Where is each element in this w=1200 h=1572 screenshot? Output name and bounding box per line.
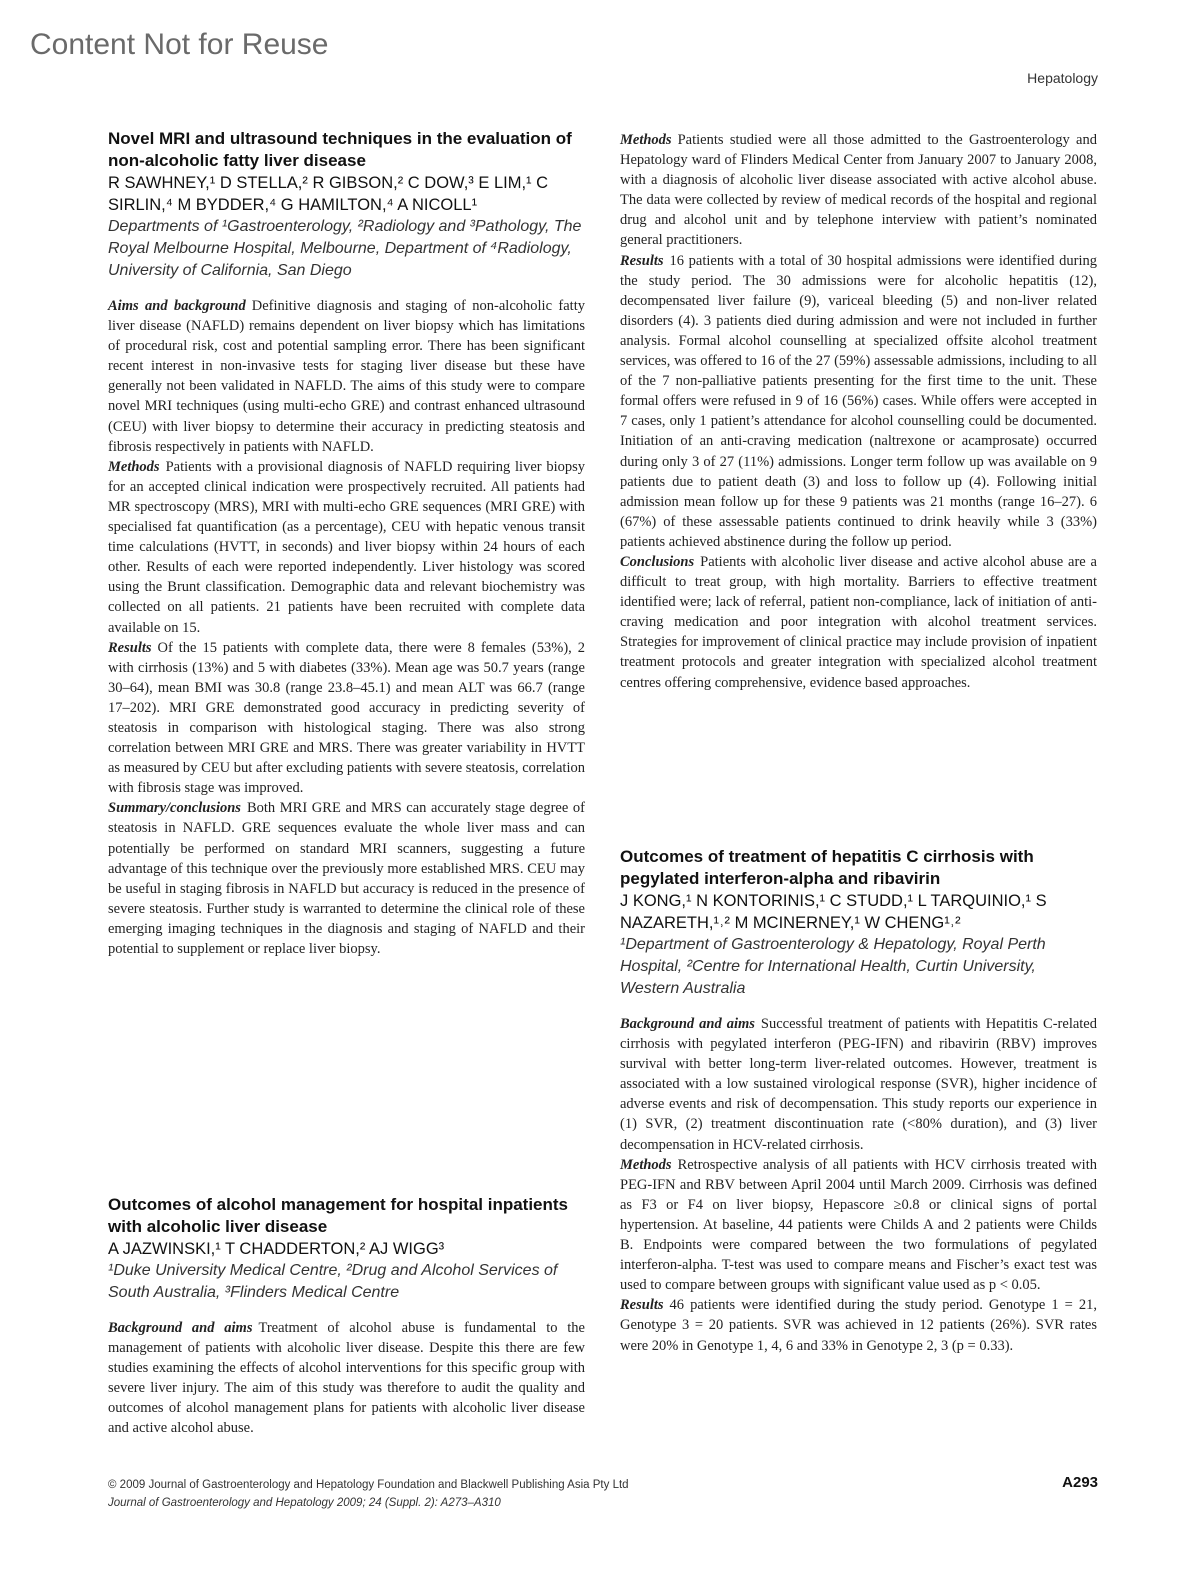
copyright-notice: © 2009 Journal of Gastroenterology and Hepatology Foundation and Blackwell Publishing Asia Pty Ltd — [108, 1479, 629, 1491]
article-title: Outcomes of alcohol management for hospital inpatients with alcoholic liver disease — [108, 1195, 569, 1236]
article-authors: J KONG,¹ N KONTORINIS,¹ C STUDD,¹ L TARQUINIO,¹ S NAZARETH,¹˒² M MCINERNEY,¹ W CHENG¹˒² — [620, 892, 1047, 932]
journal-citation: Journal of Gastroenterology and Hepatology 2009; 24 (Suppl. 2): A273–A310 — [108, 1497, 501, 1509]
abstract-paragraph — [108, 296, 585, 457]
abstract-body — [108, 296, 585, 959]
abstract-paragraph — [108, 638, 585, 799]
abstract-paragraph — [620, 1014, 1097, 1155]
section-text: Patients with a provisional diagnosis of NAFLD requiring liver biopsy for an accepted clinical indication were prospectively recruited. All patients had MR spectroscopy (MRS), MRI with multi-echo GRE sequences (MRI GRE) with specialised fat quantification (as a percentage), CEU with hepatic venous transit time calculations (HVTT, in seconds) and liver biopsy within 24 hours of each other. Results of each were reported independently. Liver histology was scored using the Brunt classification. Demographic data and relevant biochemistry was collected on all patients. 21 patients have been recruited with complete data available on 15. — [108, 458, 585, 636]
section-text: Of the 15 patients with complete data, there were 8 females (53%), 2 with cirrhosis (13%) and 5 with diabetes (33%). Mean age was 50.7 years (range 30–64), mean BMI was 30.8 (range 23.8–45.1) and mean ALT was 66.7 (range 17–202). MRI GRE demonstrated good accuracy in predicting severity of steatosis in comparison with histological staging. There was also strong correlation between MRI GRE and MRS. There was greater variability in HVTT as measured by CEU but after excluding patients with severe steatosis, correlation with fibrosis stage was improved. — [108, 639, 585, 797]
section-text: Definitive diagnosis and staging of non-alcoholic fatty liver disease (NAFLD) remains dependent on liver biopsy which has limitations of procedural risk, cost and potential sampling error. There has been significant recent interest in non-invasive tests for staging liver disease but these have generally not been validated in NAFLD. The aims of this study were to compare novel MRI techniques (using multi-echo GRE) and contrast enhanced ultrasound (CEU) with liver biopsy to determine their accuracy in predicting steatosis and fibrosis respectively in patients with NAFLD. — [108, 298, 585, 455]
section-text: 46 patients were identified during the study period. Genotype 1 = 21, Genotype 3 = 20 patients. SVR was achieved in 12 patients (26%). SVR rates were 20% in Genotype 1, 4, 6 and 33% in Genotype 2, 3 (p = 0.33). — [620, 1297, 1097, 1354]
section-label: Summary/conclusions — [108, 800, 241, 817]
section-text: Patients studied were all those admitted to the Gastroenterology and Hepatology ward of Flinders Medical Center from January 2007 to January 2008, with a diagnosis of alcoholic liver disease associated with active alcohol abuse. The data were collected by review of medical records of the hospital and regional drug and alcohol unit and by telephone interview with patient’s nominated general practitioners. — [620, 132, 1097, 249]
article-affiliations: Departments of ¹Gastroenterology, ²Radiology and ³Pathology, The Royal Melbourne Hospital, Melbourne, Department of ⁴Radiology, University of California, San Diego — [108, 218, 582, 279]
article-alcohol-management-continued — [620, 130, 1097, 693]
section-text: Both MRI GRE and MRS can accurately stage degree of steatosis in NAFLD. GRE sequences evaluate the whole liver mass and can potentially be performed on standard MRI scanners, suggesting a future advantage of this technique over the previously more established MRS. CEU may be useful in staging fibrosis in NAFLD but accuracy is reduced in the presence of severe steatosis. Further study is warranted to determine the clinical role of these emerging imaging techniques in the diagnosis and staging of NAFLD and their potential to supplement or replace liver biopsy. — [108, 800, 585, 957]
running-header-section: Hepatology — [1027, 70, 1098, 86]
abstract-paragraph — [108, 798, 585, 959]
article-title: Outcomes of treatment of hepatitis C cirrhosis with pegylated interferon-alpha and ribavirin — [620, 847, 1034, 888]
article-mri-nafld — [108, 128, 585, 959]
section-label: Results — [620, 1297, 664, 1314]
abstract-body — [620, 130, 1097, 693]
page-footer — [108, 1476, 1098, 1512]
watermark: Content Not for Reuse — [30, 28, 329, 61]
abstract-paragraph — [620, 1155, 1097, 1296]
section-label: Background and aims — [620, 1016, 755, 1032]
abstract-body — [108, 1318, 585, 1439]
section-label: Methods — [108, 458, 160, 475]
section-label: Results — [108, 639, 152, 656]
section-text: Treatment of alcohol abuse is fundamental to the management of patients with alcoholic liver disease. Despite this there are few studies examining the effects of alcohol interventions for this specific group with severe liver injury. The aim of this study was therefore to audit the quality and outcomes of alcohol management plans for patients with alcoholic liver disease and active alcohol abuse. — [108, 1320, 585, 1437]
article-title: Novel MRI and ultrasound techniques in the evaluation of non-alcoholic fatty liver disease — [108, 129, 572, 170]
article-hepatitis-c-cirrhosis — [620, 846, 1097, 1356]
abstract-body — [620, 1014, 1097, 1356]
section-label: Results — [620, 252, 664, 269]
abstract-paragraph — [620, 251, 1097, 552]
abstract-paragraph — [108, 457, 585, 638]
article-alcohol-management — [108, 1194, 585, 1439]
section-label: Methods — [620, 1156, 672, 1173]
abstract-paragraph — [620, 552, 1097, 693]
section-label: Background and aims — [108, 1320, 253, 1336]
section-label: Conclusions — [620, 553, 695, 570]
page-number: A293 — [1062, 1474, 1098, 1491]
abstract-paragraph — [620, 1295, 1097, 1355]
article-authors: A JAZWINSKI,¹ T CHADDERTON,² AJ WIGG³ — [108, 1240, 445, 1258]
article-affiliations: ¹Department of Gastroenterology & Hepatology, Royal Perth Hospital, ²Centre for International Health, Curtin University, Western Australia — [620, 936, 1046, 997]
abstract-paragraph — [108, 1318, 585, 1439]
section-text: Retrospective analysis of all patients with HCV cirrhosis treated with PEG-IFN and RBV between April 2004 until March 2009. Cirrhosis was defined as F3 or F4 on liver biopsy, Hepascore ≥0.8 or clinical signs of portal hypertension. At baseline, 44 patients were Childs A and 2 patients were Childs B. Endpoints were compared between the two formulations of pegylated interferon-alpha. T-test was used to compare means and Fischer’s exact test was used to compare between groups with significant value used as p < 0.05. — [620, 1156, 1097, 1294]
section-label: Aims and background — [108, 298, 246, 314]
abstract-paragraph — [620, 130, 1097, 251]
section-text: Patients with alcoholic liver disease and active alcohol abuse are a difficult to treat group, with high mortality. Barriers to effective treatment identified were; lack of referral, patient non-compliance, lack of initiation of anti-craving medication and poor integration with alcohol treatment services. Strategies for improvement of clinical practice may include provision of inpatient treatment protocols and greater integration with specialized alcohol treatment centres offering comprehensive, evidence based approaches. — [620, 553, 1097, 691]
article-authors: R SAWHNEY,¹ D STELLA,² R GIBSON,² C DOW,³ E LIM,¹ C SIRLIN,⁴ M BYDDER,⁴ G HAMILTON,⁴ A NICOLL¹ — [108, 174, 549, 214]
article-affiliations: ¹Duke University Medical Centre, ²Drug and Alcohol Services of South Australia, ³Flinders Medical Centre — [108, 1262, 558, 1301]
section-text: Successful treatment of patients with Hepatitis C-related cirrhosis with pegylated interferon (PEG-IFN) and ribavirin (RBV) improves survival with better long-term liver-related outcomes. However, treatment is associated with a low sustained virological response (SVR), higher incidence of adverse events and risk of decompensation. This study reports our experience in (1) SVR, (2) treatment discontinuation rate (<80% duration), and (3) liver decompensation in HCV-related cirrhosis. — [620, 1016, 1097, 1153]
section-text: 16 patients with a total of 30 hospital admissions were identified during the study period. The 30 admissions were for alcoholic hepatitis (12), decompensated liver failure (9), variceal bleeding (5) and non-liver related disorders (4). 3 patients died during admission and were not included in further analysis. Formal alcohol counselling at specialized offsite alcohol treatment services, was offered to 16 of the 27 (59%) assessable admissions, including to all of the 7 non-palliative patients presenting for the first time to the unit. These formal offers were refused in 9 of 16 (56%) cases. While offers were accepted in 7 cases, only 1 patient’s attendance for alcohol counselling could be documented. Initiation of an anti-craving medication (naltrexone or acamprosate) occurred during only 3 of 27 (11%) admissions. Longer term follow up was available on 9 patients due to patient death (3) and loss to follow up (4). Following initial admission mean follow up for these 9 patients was 21 months (range 16–27). 6 (67%) of these assessable patients continued to drink heavily while 3 (33%) patients achieved abstinence during the follow up period. — [620, 252, 1097, 550]
section-label: Methods — [620, 132, 672, 148]
